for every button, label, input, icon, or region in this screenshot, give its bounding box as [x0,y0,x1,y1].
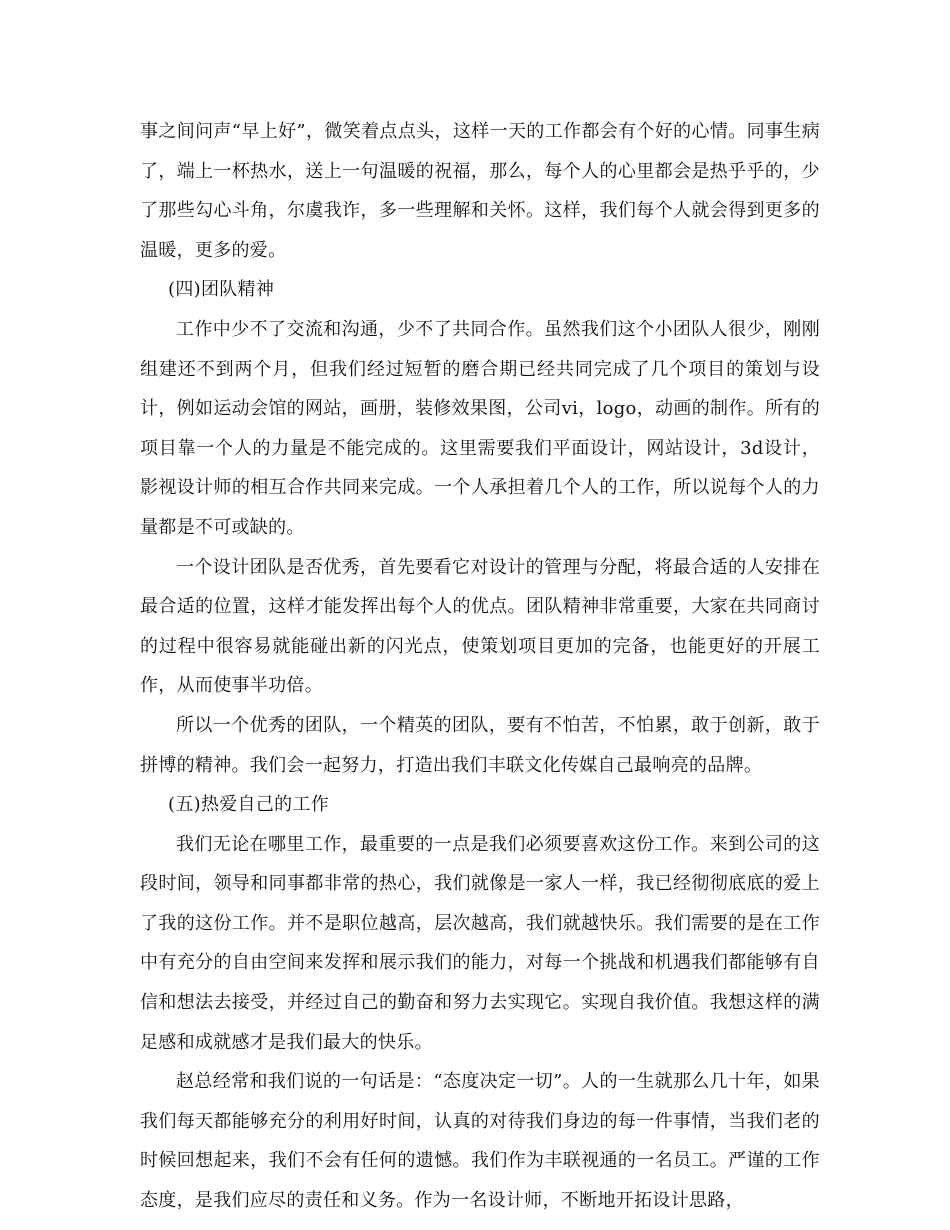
paragraph-design-team: 一个设计团队是否优秀，首先要看它对设计的管理与分配，将最合适的人安排在最合适的位置，这样才能发挥出每个人的优点。团队精神非常重要，大家在共同商讨的过程中很容易就能碰出新的闪光点，使策划项目更加的完备，也能更好的开展工作，从而使事半功倍。 [140,556,820,697]
paragraph-love-work: 我们无论在哪里工作，最重要的一点是我们必须要喜欢这份工作。来到公司的这段时间，领导和同事都非常的热心，我们就像是一家人一样，我已经彻彻底底的爱上了我的这份工作。并不是职位越高，层次越高，我们就越快乐。我们需要的是在工作中有充分的自由空间来发挥和展示我们的能力，对每一个挑战和机遇我们都能够有自信和想法去接受，并经过自己的勤奋和努力去实现它。实现自我价值。我想这样的满足感和成就感才是我们最大的快乐。 [140,833,820,1053]
paragraph-team-cooperation: 工作中少不了交流和沟通，少不了共同合作。虽然我们这个小团队人很少，刚刚组建还不到两个月，但我们经过短暂的磨合期已经共同完成了几个项目的策划与设计，例如运动会馆的网站，画册，装修效果图，公司vi，logo，动画的制作。所有的项目靠一个人的力量是不能完成的。这里需要我们平面设计，网站设计，3d设计，影视设计师的相互合作共同来完成。一个人承担着几个人的工作，所以说每个人的力量都是不可或缺的。 [140,318,820,538]
paragraph-colleague-care: 事之间问声“早上好”，微笑着点点头，这样一天的工作都会有个好的心情。同事生病了，端上一杯热水，送上一句温暖的祝福，那么，每个人的心里都会是热乎乎的，少了那些勾心斗角，尔虞我诈，多一些理解和关怀。这样，我们每个人就会得到更多的温暖，更多的爱。 [140,121,820,261]
paragraph-excellent-team: 所以一个优秀的团队，一个精英的团队，要有不怕苦，不怕累，敢于创新，敢于拼博的精神。我们会一起努力，打造出我们丰联文化传媒自己最响亮的品牌。 [140,714,820,776]
section-heading-team-spirit: (四)团队精神 [168,279,275,301]
document-body [140,112,820,1221]
section-heading-love-work: (五)热爱自己的工作 [168,794,330,816]
paragraph-attitude: 赵总经常和我们说的一句话是：“态度决定一切”。人的一生就那么几十年，如果我们每天都能够充分的利用好时间，认真的对待我们身边的每一件事情，当我们老的时候回想起来，我们不会有任何的遗憾。我们作为丰联视通的一名员工。严谨的工作态度，是我们应尽的责任和义务。作为一名设计师，不断地开拓设计思路， [140,1071,820,1212]
